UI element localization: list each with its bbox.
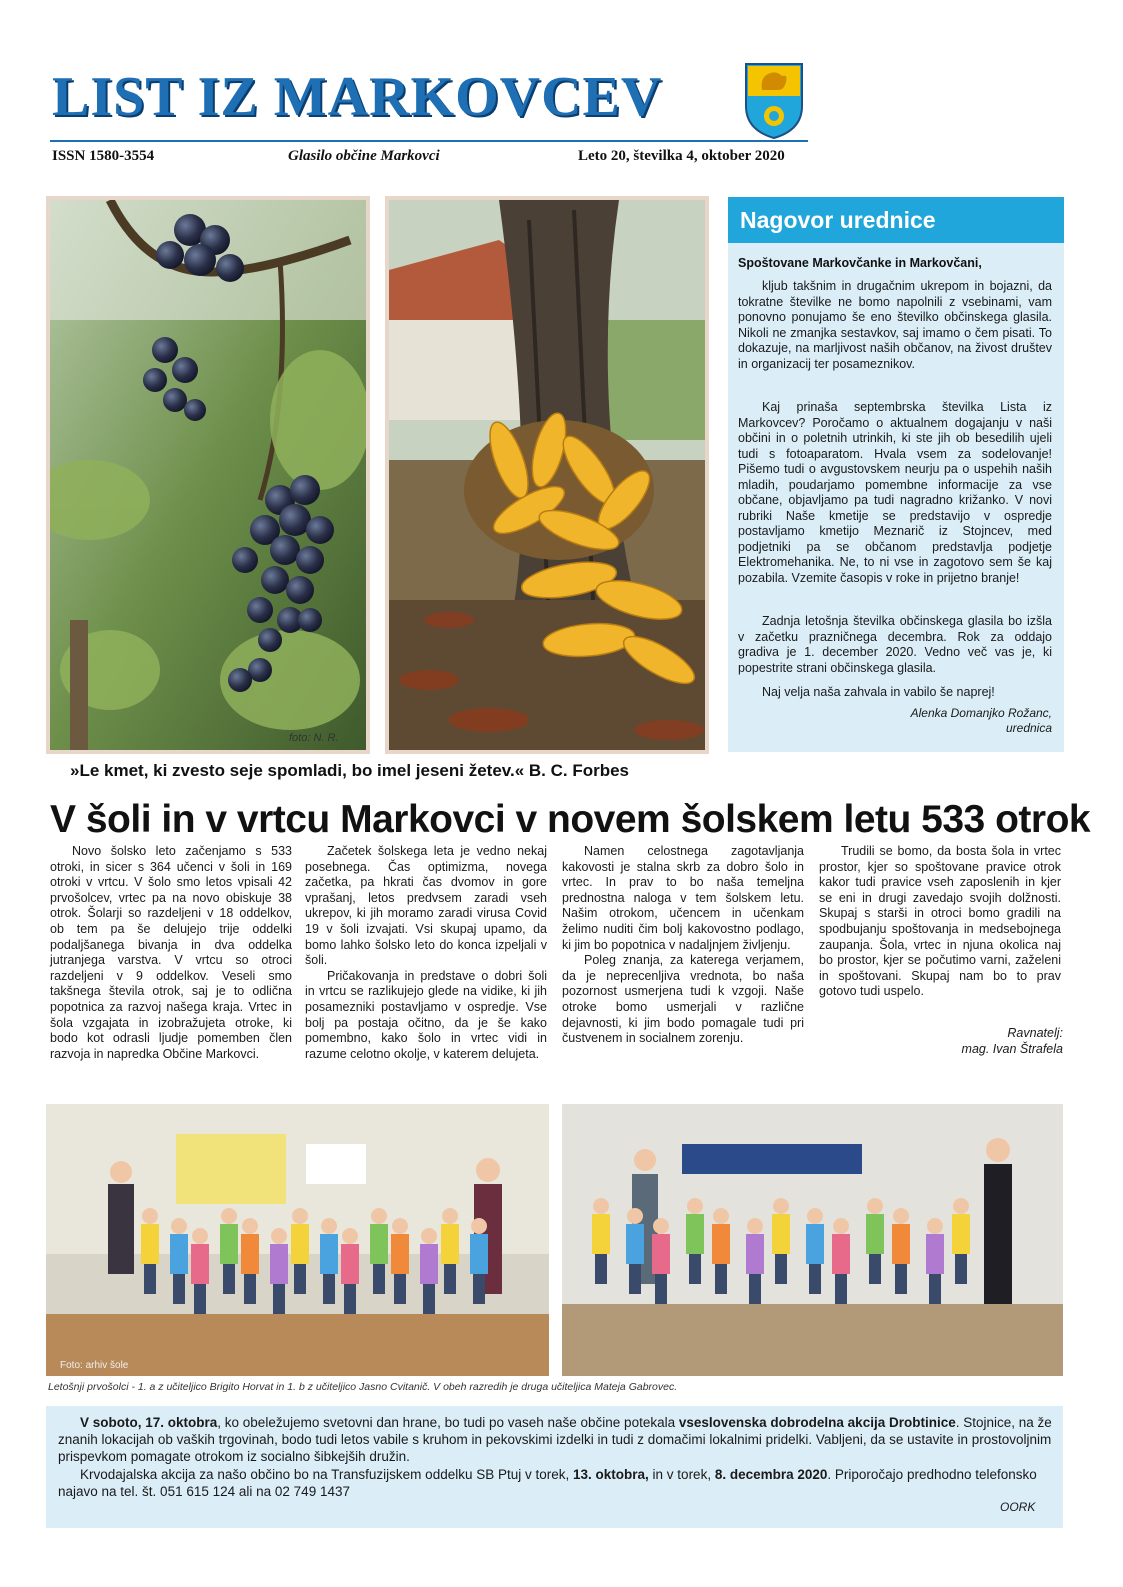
notice-text-span: Krvodajalska akcija za našo občino bo na Transfuzijskem oddelku SB Ptuj v torek,	[80, 1466, 574, 1482]
article-paragraph: Začetek šolskega leta je vedno nekaj posebnega. Čas optimizma, novega začetka, pa hkrati čas dvomov in gore vprašanj, letos predvsem zaradi vseh ukrepov, ki jih moramo zaradi virusa Covid 19 v šoli izvajati. Vsi skupaj upamo, da bomo lahko šolsko leto do konca izpeljali v šoli.	[305, 844, 547, 968]
publisher: Glasilo občine Markovci	[288, 148, 440, 164]
article-paragraph: Pričakovanja in predstave o dobri šoli in vrtcu se razlikujejo glede na vidike, ki jih posamezniki postavljamo v ospredje. Vse bolj pa postaja očitno, da je še kako pomembno, kako šolo in vrtec vidi in razume celotno okolje, v katerem delujeta.	[305, 968, 547, 1061]
notice-date-1: V soboto, 17. oktobra	[80, 1415, 218, 1430]
notice-date-3: 8. decembra 2020	[714, 1466, 828, 1482]
coat-of-arms-icon	[742, 60, 806, 140]
editor-paragraph: Zadnja letošnja številka občinskega glasila bo izšla v začetku prazničnega decembra. Rok za oddajo gradiva je 1. december 2020. Vedno več vas je, ki popestrite strani občinskega glasila.	[738, 614, 1052, 675]
editor-signature-role: urednica	[1005, 721, 1052, 735]
article-column-4	[819, 844, 1061, 1000]
photo-grapes	[50, 200, 366, 750]
class-photo-caption: Letošnji prvošolci - 1. a z učiteljico Brigito Horvat in 1. b z učiteljico Jasno Cvitanič. V obeh razredih je druga učiteljica Mateja Gabrovec.	[48, 1381, 678, 1393]
editor-paragraph: kljub takšnim in drugačnim ukrepom in bojazni, da tokratne številke ne bomo napolnili z vsebinami, vam ponovno ponujamo še eno številko občinskega glasila. Nikoli ne zmanjka sestavkov, saj imamo o čem pisati. To dokazuje, na marljivost naših občanov, na živost društev in organizacij ter posameznikov.	[738, 279, 1052, 371]
notice-text	[58, 1414, 1052, 1500]
article-paragraph: Poleg znanja, za katerega verjamem, da je neprecenljiva vrednota, bo naša pozornost usmerjena tudi k vzgoji. Naše otroke bomo usmerjali v različne dejavnosti, ki jim bodo pomagale tudi pri čustvenem in socialnem zorenju.	[562, 953, 804, 1046]
photo-corn-basket	[389, 200, 705, 750]
principal-name: mag. Ivan Štrafela	[961, 1041, 1063, 1056]
editor-signature-name: Alenka Domanjko Rožanc,	[910, 706, 1052, 720]
photo-class-1b	[562, 1104, 1063, 1376]
notice-text-span: . Stojnice, na že znanih lokacijah ob vaških trgovinah, bodo tudi letos vabile s kruhom in pekovskimi izdelki in tudi z domačimi lokalnimi pridelki. Vabljeni, da se ustavite in prostovoljnim prispevkom pomagate otrokom iz socialno šibkejših družin.	[58, 1415, 1052, 1465]
notice-paragraph-blood-drive	[58, 1466, 1052, 1500]
principal-role: Ravnatelj:	[1007, 1026, 1063, 1040]
editor-salutation: Spoštovane Markovčanke in Markovčani,	[738, 256, 982, 270]
notice-text-span: , ko obeležujemo svetovni dan hrane, bo tudi po vaseh naše občine potekala	[217, 1415, 679, 1430]
notice-date-2: 13. oktobra,	[573, 1466, 649, 1482]
notice-paragraph-drobtinice	[58, 1414, 1052, 1466]
photo-class-1a	[46, 1104, 549, 1376]
issue-info: Leto 20, številka 4, oktober 2020	[578, 148, 785, 164]
article-paragraph: Namen celostnega zagotavljanja kakovosti je stalna skrb za dobro šolo in vrtec. In prav to bo naša temeljna prednostna naloga v tem šolskem letu. Našim otrokom, učencem in učenkam želimo nuditi čim bolj kakovostno podlago, ki jim bo popotnica v nadaljnjem življenju.	[562, 844, 804, 952]
photo-credit: foto: N. R.	[289, 732, 339, 744]
class-photo-credit: Foto: arhiv šole	[60, 1360, 129, 1371]
article-paragraph: Trudili se bomo, da bosta šola in vrtec prostor, kjer so spoštovane pravice otrok kakor tudi pravice vseh zaposlenih in kjer se eni in drugi zavedajo svojih dolžnosti. Skupaj s starši in otroci bomo gradili na spodbujanju spoštovanja in medsebojnega zaupanja. Šola, vrtec in njuna okolica naj bo prostor, kjer se počutimo varni, zaželeni in spoštovani. Skupaj nam bo to prav gotovo tudi uspelo.	[819, 844, 1061, 999]
article-paragraph: Novo šolsko leto začenjamo s 533 otroki, in sicer s 364 učenci v šoli in 169 otroki v vrtcu. V šolo smo letos vpisali 42 prvošolcev, vrtec pa na novo obiskuje 38 otrok. Šolarji so razdeljeni v 18 oddelkov, ob tem pa še delujejo trije oddelki podaljšanega bivanja in dva oddelka jutranjega varstva. V vrtcu so otroci razdeljeni v 9 oddelkov. Veseli smo takšnega števila otrok, saj je to odlična popotnica za razvoj našega kraja. Vrtec in šola vzgajata in izobražujeta otroke, ki bodo kot odrasli ljudje pomemben člen razvoja in napredka Občine Markovci.	[50, 844, 292, 1061]
article-column-3	[562, 844, 804, 1047]
principal-signature	[819, 1026, 1063, 1057]
article-headline: V šoli in v vrtcu Markovci v novem šolskem letu 533 otrok	[50, 798, 1091, 841]
quote: »Le kmet, ki zvesto seje spomladi, bo imel jeseni žetev.« B. C. Forbes	[70, 761, 629, 780]
notice-signature: OORK	[1000, 1500, 1036, 1514]
masthead-title: LIST IZ MARKOVCEV	[52, 66, 663, 128]
editor-signature	[738, 706, 1052, 736]
notice-action-name: vseslovenska dobrodelna akcija Drobtinice	[678, 1415, 956, 1430]
article-column-2	[305, 844, 547, 1062]
editor-paragraph: Naj velja naša zahvala in vabilo še naprej!	[762, 685, 995, 699]
masthead-rule	[50, 140, 808, 142]
notice-text-span: . Priporočajo predhodno telefonsko najavo na tel. št. 051 615 124 ali na 02 749 1437	[58, 1466, 1037, 1499]
editor-heading: Nagovor urednice	[740, 207, 936, 233]
issn: ISSN 1580-3554	[52, 148, 155, 164]
notice-text-span: in v torek,	[648, 1466, 715, 1482]
article-column-1	[50, 844, 292, 1062]
editor-paragraph: Kaj prinaša septembrska številka Lista iz Markovcev? Poročamo o aktualnem dogajanju v naši občini in o poletnih utrinkih, ki ste jih ob besedilih ujeli tudi s fotoaparatom. Hvala vsem za sodelovanje! Pišemo tudi o avgustovskem neurju pa o uspehih naših mladih, poudarjamo pomembne informacije za vse občane, objavljamo pa tudi nagradno križanko. V novi rubriki Naše kmetije se predstavijo v ospredje postavljamo kmetijo Meznarič iz Stojncev, med podjetniki pa se občanom predstavlja podjetje Elektromehanika. Ne, to ni vse in zagotovo sem še kaj pozabila. Vzemite časopis v roke in prijetno branje!	[738, 400, 1052, 585]
